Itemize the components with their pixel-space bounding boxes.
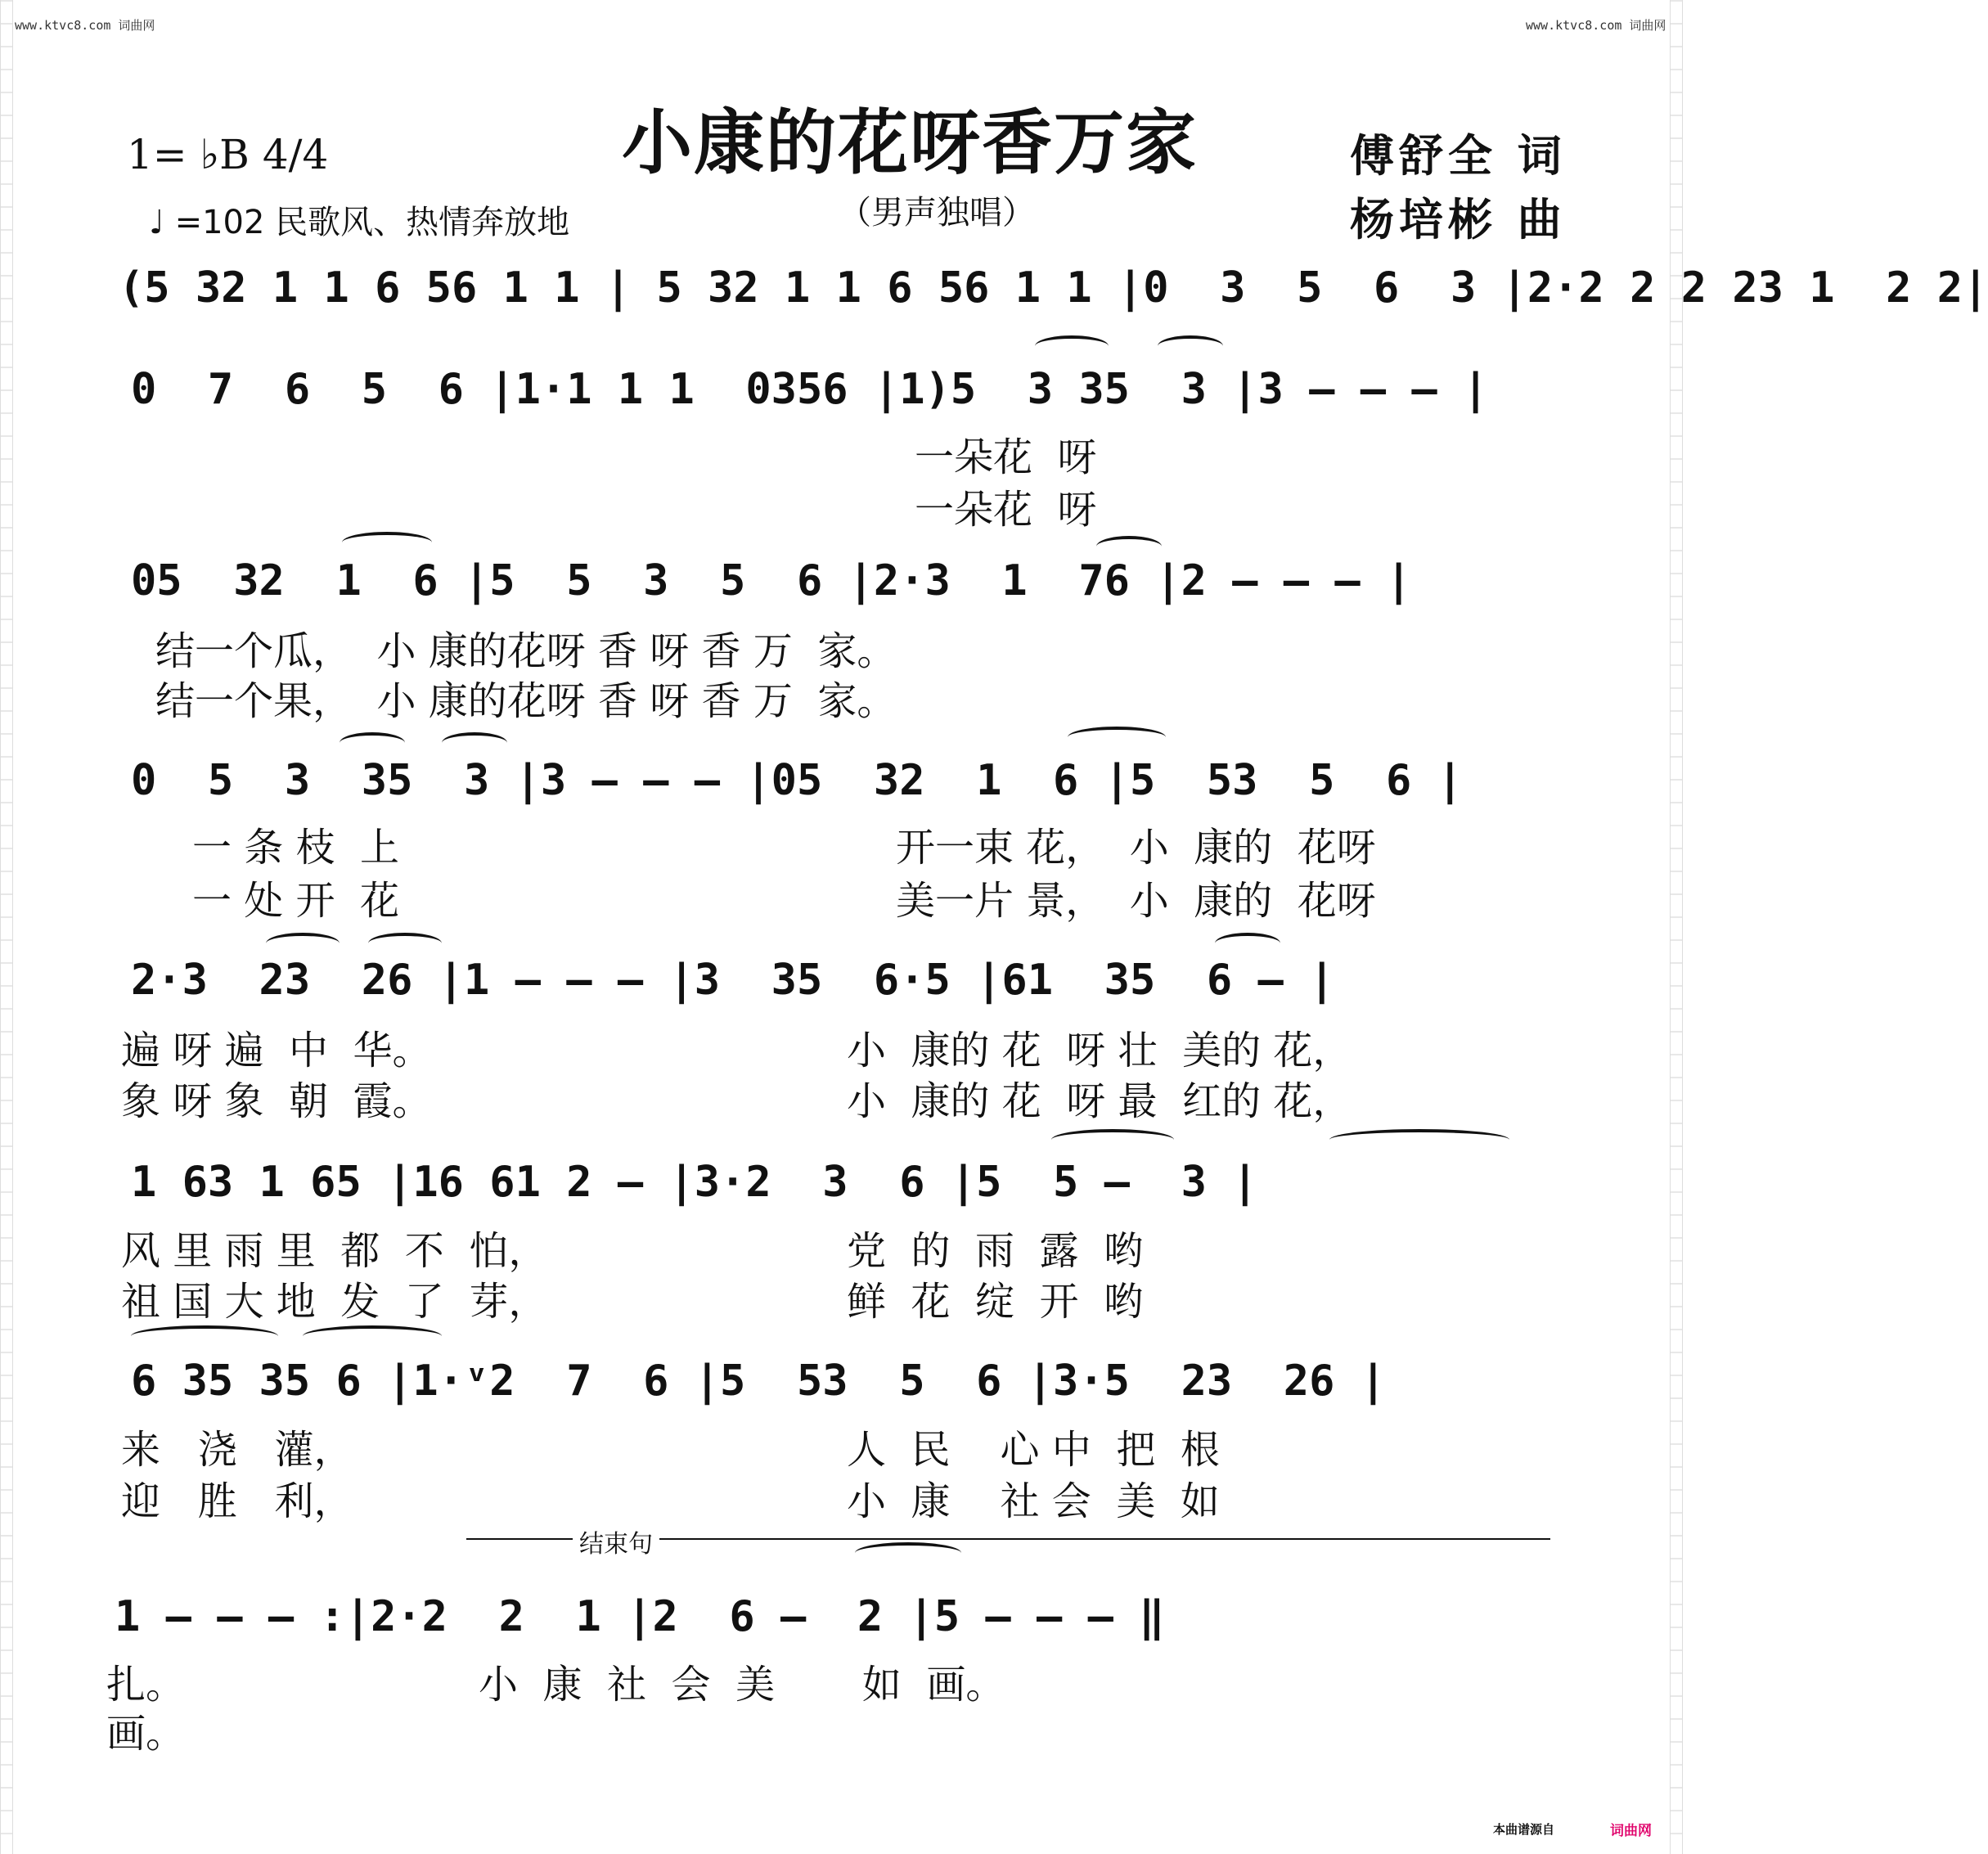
lyrics-system-5-part-2-verse-2: 小 康的 花 呀 最 红的 花， [847, 1078, 1352, 1124]
lyrics-system-2-verse-2: 一朵花 呀 [915, 487, 1097, 533]
notation-system-1: (5 32 1 1 6 56 1 1 | 5 32 1 1 6 56 1 1 |0 3 5 6 3 |2·2 2 2 23 1 2 2| [119, 263, 1988, 313]
lyrics-system-5-part-1-verse-2: 象 呀 象 朝 霞。 [121, 1078, 432, 1124]
lyrics-system-2-verse-1: 一朵花 呀 [915, 434, 1097, 480]
song-subtitle: （男声独唱） [839, 194, 1035, 232]
notation-system-7: 6 35 35 6 |1·ᵛ2 7 6 |5 53 5 6 |3·5 23 26 | [131, 1357, 1387, 1406]
lyrics-system-7-part-2-verse-1: 人 民 心 中 把 根 [847, 1427, 1220, 1473]
slur [1158, 335, 1223, 357]
lyrics-system-5-part-2-verse-1: 小 康的 花 呀 壮 美的 花， [847, 1028, 1352, 1073]
lyrics-system-4-part-2-verse-2: 美一片 景， 小 康的 花呀 [896, 878, 1376, 924]
notation-system-4: 0 5 3 35 3 |3 — — — |05 32 1 6 |5 53 5 6 | [131, 756, 1463, 805]
lyrics-system-4-part-1-verse-1: 一 条 枝 上 [192, 825, 400, 871]
key-signature: 1= ♭B 4/4 [127, 131, 329, 178]
lyricist-credit: 傅舒全 词 [1350, 129, 1567, 182]
slur [1035, 335, 1109, 357]
slur [303, 1325, 442, 1347]
lyrics-system-4-part-1-verse-2: 一 处 开 花 [192, 878, 400, 924]
lyrics-system-3-verse-1: 结一个瓜， 小 康的花呀 香 呀 香 万 家。 [155, 628, 897, 674]
site-header-left[interactable]: www.ktvc8.com 词曲网 [15, 18, 155, 33]
lyrics-system-5-part-1-verse-1: 遍 呀 遍 中 华。 [121, 1028, 432, 1073]
lyrics-system-6-part-1-verse-1: 风 里 雨 里 都 不 怕， [121, 1228, 548, 1274]
lyrics-system-4-part-2-verse-1: 开一束 花， 小 康的 花呀 [896, 825, 1376, 871]
slur [131, 1325, 278, 1347]
slur [1051, 1129, 1174, 1150]
notation-system-2: 0 7 6 5 6 |1·1 1 1 0356 |1)5 3 35 3 |3 — — — | [131, 365, 1489, 414]
slur [368, 933, 442, 954]
footer-source-note: 本曲谱源自 [1493, 1822, 1555, 1837]
slur [266, 933, 340, 954]
lyrics-system-6-part-1-verse-2: 祖 国 大 地 发 了 芽， [121, 1279, 548, 1325]
slur [855, 1542, 961, 1564]
slur [442, 732, 507, 754]
slur [342, 532, 432, 553]
slur [1215, 933, 1280, 954]
slur [1329, 1129, 1509, 1150]
lyrics-system-7-part-2-verse-2: 小 康 社 会 美 如 [847, 1478, 1220, 1524]
lyrics-system-7-part-1-verse-1: 来 浇 灌， [121, 1427, 353, 1473]
slur [1068, 727, 1166, 748]
lyrics-system-8-verse-1-end: 扎。 [106, 1662, 186, 1708]
song-title: 小康的花呀香万家 [622, 101, 1198, 184]
lyrics-system-7-part-1-verse-2: 迎 胜 利， [121, 1478, 353, 1524]
notation-system-6: 1 63 1 65 |16 61 2 — |3·2 3 6 |5 5 — 3 | [131, 1158, 1258, 1207]
composer-credit: 杨培彬 曲 [1350, 193, 1567, 245]
left-page-border [0, 0, 13, 1854]
ending-label: 结束句 [573, 1523, 659, 1559]
lyrics-system-8-coda: 小 康 社 会 美 如 画。 [479, 1662, 1005, 1708]
notation-system-8: 1 — — — :|2·2 2 1 |2 6 — 2 |5 — — — ‖ [115, 1592, 1165, 1641]
slur [340, 732, 405, 754]
lyrics-system-3-verse-2: 结一个果， 小 康的花呀 香 呀 香 万 家。 [155, 678, 897, 724]
lyrics-system-6-part-2-verse-2: 鲜 花 绽 开 哟 [847, 1279, 1144, 1325]
lyrics-system-6-part-2-verse-1: 党 的 雨 露 哟 [847, 1228, 1144, 1274]
site-header-right[interactable]: www.ktvc8.com 词曲网 [1526, 18, 1666, 33]
lyrics-system-8-verse-2-end: 画。 [106, 1711, 186, 1757]
notation-system-3: 05 32 1 6 |5 5 3 5 6 |2·3 1 76 |2 — — — | [131, 556, 1412, 605]
slur [1096, 536, 1162, 557]
footer-brand-link[interactable]: 词曲网 [1610, 1823, 1652, 1839]
tempo-marking: ♩ =102 民歌风、热情奔放地 [149, 204, 570, 241]
notation-system-5: 2·3 23 26 |1 — — — |3 35 6·5 |61 35 6 — | [131, 956, 1335, 1005]
